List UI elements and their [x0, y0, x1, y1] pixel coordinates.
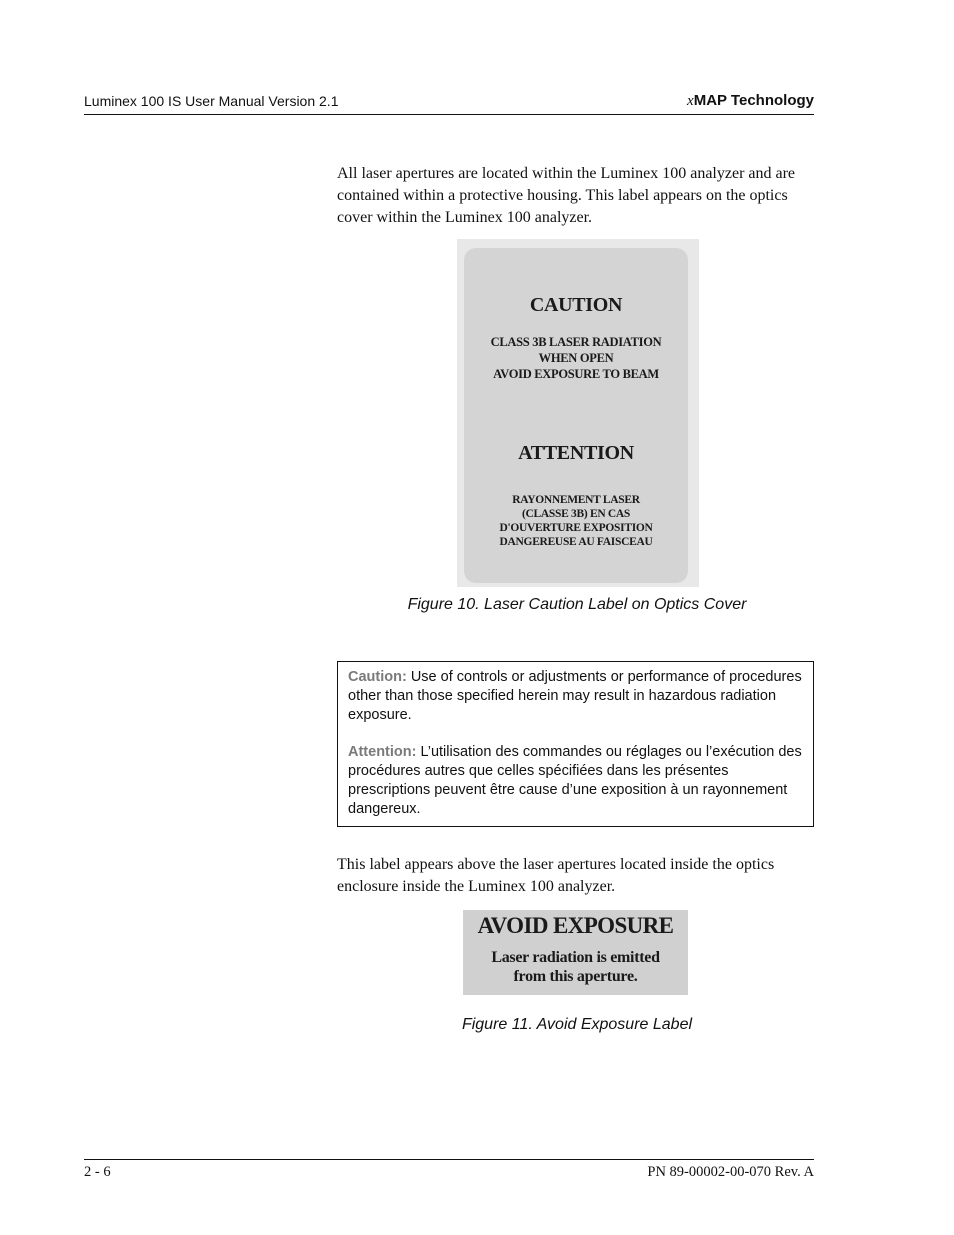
header-x-prefix: x: [687, 93, 694, 109]
figure-10-caption: Figure 10. Laser Caution Label on Optics Cover: [407, 596, 747, 613]
attention-keyword: Attention:: [348, 744, 417, 760]
attention-heading: ATTENTION: [518, 442, 634, 464]
avoid-exposure-line-1: Laser radiation is emitted: [491, 949, 660, 966]
avoid-exposure-label-image: [463, 910, 688, 995]
caution-heading: CAUTION: [529, 294, 623, 316]
caution-label-card: [464, 248, 688, 583]
second-paragraph: This label appears above the laser apertures located inside the optics enclosure inside the Luminex 100 analyzer.: [337, 856, 775, 895]
caution-text: Use of controls or adjustments or performance of procedures other than those specified herein may result in hazardous radiation exposure.: [348, 669, 802, 723]
figure-11-caption: Figure 11. Avoid Exposure Label: [461, 1016, 693, 1033]
page-header: [84, 92, 814, 115]
attention-line-3: D'OUVERTURE EXPOSITION: [499, 522, 653, 534]
part-number: PN 89-00002-00-070 Rev. A: [647, 1164, 814, 1180]
header-section-text: MAP Technology: [693, 92, 814, 109]
laser-caution-label-image: [457, 239, 699, 587]
caution-line-2: WHEN OPEN: [538, 351, 614, 365]
caution-line-3: AVOID EXPOSURE TO BEAM: [493, 367, 659, 381]
page-number: 2 - 6: [84, 1164, 111, 1180]
attention-line-4: DANGEREUSE AU FAISCEAU: [499, 536, 653, 548]
avoid-exposure-text: [463, 948, 688, 986]
attention-notice: [348, 743, 802, 819]
attention-line-1: RAYONNEMENT LASER: [512, 494, 640, 506]
caution-notice: [348, 668, 802, 725]
header-manual-title: Luminex 100 IS User Manual Version 2.1: [84, 93, 339, 109]
attention-line-2: (CLASSE 3B) EN CAS: [521, 508, 631, 520]
avoid-exposure-line-2: from this aperture.: [513, 968, 638, 985]
header-section-title: [687, 92, 814, 110]
caution-keyword: Caution:: [348, 669, 407, 685]
intro-paragraph: All laser apertures are located within the Luminex 100 analyzer and are contained within a protective housing. This label appears on the optics cover within the Luminex 100 analyzer.: [337, 165, 796, 226]
page-footer: [84, 1159, 814, 1184]
attention-text: L’utilisation des commandes ou réglages ou l’exécution des procédures autres que celles spécifiées dans les présentes prescriptions peuvent être cause d’une exposition à un rayonnement dangereux.: [348, 744, 802, 817]
caution-notice-box: [337, 661, 814, 827]
avoid-exposure-heading: AVOID EXPOSURE: [477, 913, 674, 938]
caution-line-1: CLASS 3B LASER RADIATION: [490, 335, 662, 349]
